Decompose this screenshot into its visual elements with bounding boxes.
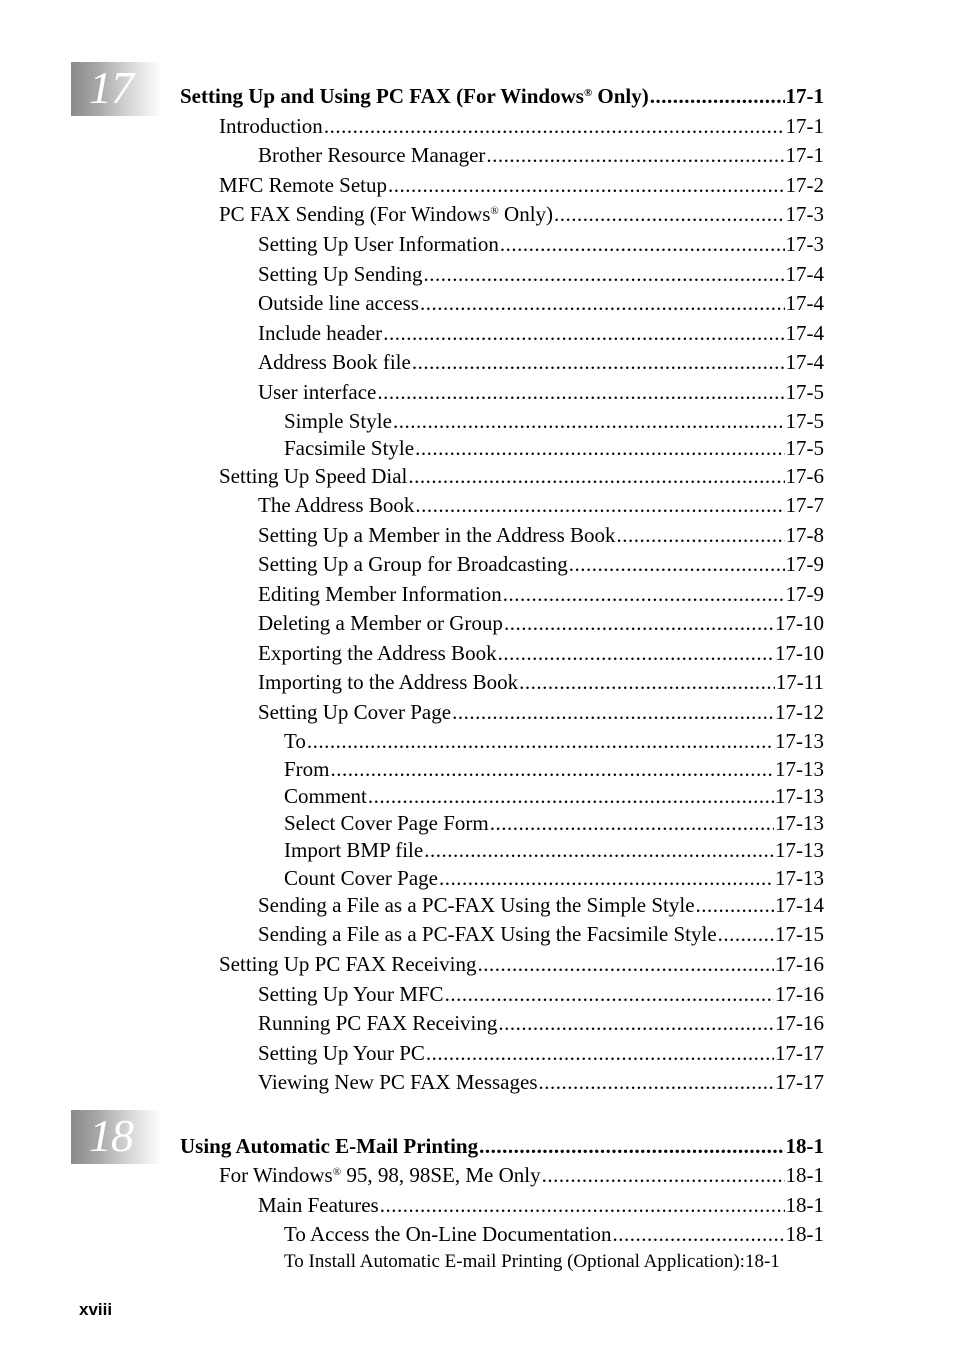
- toc-entry-title: Sending a File as a PC-FAX Using the Simple Style: [258, 893, 695, 917]
- dot-leader: [696, 893, 774, 917]
- toc-page-number: 17-12: [775, 700, 824, 724]
- toc-page-number: 17-5: [785, 380, 824, 404]
- dot-leader: [307, 729, 774, 753]
- toc-page-number: 17-1: [785, 84, 824, 108]
- toc-entry-title: Sending a File as a PC-FAX Using the Facsimile Style: [258, 922, 717, 946]
- dot-leader: [439, 866, 774, 890]
- toc-entry-title: Main Features: [258, 1193, 379, 1217]
- toc-entry-title: Deleting a Member or Group: [258, 611, 503, 635]
- toc-entry[interactable]: [284, 866, 824, 890]
- toc-page-number: 17-13: [775, 866, 824, 890]
- toc-page-number: 17-5: [785, 409, 824, 433]
- toc-entry[interactable]: [258, 982, 824, 1006]
- toc-entry-title: Editing Member Information: [258, 582, 502, 606]
- dot-leader: [415, 493, 784, 517]
- toc-page-number: 17-17: [775, 1070, 824, 1094]
- toc-entry-title: Setting Up a Member in the Address Book: [258, 523, 616, 547]
- toc-page-number: 17-4: [785, 262, 824, 286]
- toc-entry[interactable]: [258, 582, 824, 606]
- toc-entry-title: Setting Up a Group for Broadcasting: [258, 552, 568, 576]
- dot-leader: [718, 922, 774, 946]
- toc-page-number: 17-6: [785, 464, 824, 488]
- toc-entry-title: PC FAX Sending (For Windows® Only): [219, 202, 554, 226]
- toc-entry-title: MFC Remote Setup: [219, 173, 388, 197]
- dot-leader: [383, 321, 784, 345]
- toc-page-number: 17-4: [785, 350, 824, 374]
- dot-leader: [424, 838, 774, 862]
- dot-leader: [324, 114, 785, 138]
- toc-entry[interactable]: [284, 409, 824, 433]
- toc-entry[interactable]: [284, 436, 824, 460]
- dot-leader: [617, 523, 785, 547]
- toc-entry-title: Facsimile Style: [284, 436, 415, 460]
- toc-entry-title: Using Automatic E-Mail Printing: [180, 1134, 479, 1158]
- toc-entry-title: Importing to the Address Book: [258, 670, 519, 694]
- toc-page-number: 18-1: [744, 1251, 780, 1272]
- toc-entry-title: To Install Automatic E-mail Printing (Optional Application):: [284, 1251, 745, 1272]
- toc-entry[interactable]: [258, 1193, 824, 1217]
- toc-page-number: 17-4: [785, 321, 824, 345]
- toc-entry[interactable]: [284, 729, 824, 753]
- toc-entry-title: Setting Up Your MFC: [258, 982, 444, 1006]
- toc-entry-title: Setting Up PC FAX Receiving: [219, 952, 477, 976]
- dot-leader: [426, 1041, 774, 1065]
- toc-page-number: 17-13: [775, 838, 824, 862]
- toc-entry[interactable]: [258, 893, 824, 917]
- toc-page-number: 17-1: [785, 114, 824, 138]
- toc-entry[interactable]: [284, 757, 824, 781]
- chapter-number: 18: [89, 1110, 133, 1161]
- toc-page-number: 17-3: [785, 232, 824, 256]
- dot-leader: [380, 1193, 785, 1217]
- toc-entry[interactable]: [284, 811, 824, 835]
- toc-entry[interactable]: [284, 784, 824, 808]
- toc-page-number: 17-9: [785, 582, 824, 606]
- dot-leader: [424, 262, 785, 286]
- toc-entry-title: Simple Style: [284, 409, 392, 433]
- chapter-18-tab: [71, 1110, 162, 1164]
- toc-entry-title: The Address Book: [258, 493, 415, 517]
- toc-page-number: 17-3: [785, 202, 824, 226]
- toc-entry[interactable]: [258, 922, 824, 946]
- toc-page-number: 17-10: [775, 611, 824, 635]
- dot-leader: [486, 143, 784, 167]
- toc-page-number: 17-11: [775, 670, 824, 694]
- toc-entry[interactable]: [258, 523, 824, 547]
- toc-entry[interactable]: [258, 700, 824, 724]
- toc-entry-title: Import BMP file: [284, 838, 424, 862]
- dot-leader: [420, 291, 785, 315]
- toc-entry-title: Running PC FAX Receiving: [258, 1011, 498, 1035]
- dot-leader: [415, 436, 784, 460]
- toc-entry-title: Introduction: [219, 114, 323, 138]
- toc-entry[interactable]: [258, 291, 824, 315]
- toc-page-number: 17-16: [775, 982, 824, 1006]
- dot-leader: [503, 582, 785, 606]
- toc-page-number: 17-16: [775, 952, 824, 976]
- toc-entry-title: User interface: [258, 380, 377, 404]
- dot-leader: [612, 1222, 784, 1246]
- dot-leader: [452, 700, 774, 724]
- toc-page-number: 17-1: [785, 143, 824, 167]
- toc-entry-title: Setting Up User Information: [258, 232, 499, 256]
- toc-page-number: 17-8: [785, 523, 824, 547]
- toc-entry-title: Address Book file: [258, 350, 411, 374]
- toc-entry[interactable]: [219, 1163, 824, 1187]
- toc-entry[interactable]: [258, 1011, 824, 1035]
- toc-entry[interactable]: [258, 380, 824, 404]
- toc-entry[interactable]: [258, 1070, 824, 1094]
- toc-entry-title: Comment: [284, 784, 367, 808]
- toc-entry[interactable]: [258, 552, 824, 576]
- page-number-footer: xviii: [79, 1300, 113, 1319]
- dot-leader: [519, 670, 775, 694]
- toc-entry-title: Setting Up Cover Page: [258, 700, 452, 724]
- dot-leader: [377, 380, 784, 404]
- toc-entry[interactable]: [219, 173, 824, 197]
- dot-leader: [388, 173, 784, 197]
- toc-entry[interactable]: [284, 1222, 824, 1246]
- toc-entry-title: Brother Resource Manager: [258, 143, 486, 167]
- toc-page-number: 17-15: [775, 922, 824, 946]
- toc-page-number: 17-10: [775, 641, 824, 665]
- toc-entry[interactable]: [219, 952, 824, 976]
- dot-leader: [445, 982, 774, 1006]
- toc-entry-title: To: [284, 729, 306, 753]
- toc-entry-title: To Access the On-Line Documentation: [284, 1222, 612, 1246]
- toc-entry-title: Exporting the Address Book: [258, 641, 497, 665]
- toc-entry-title: Include header: [258, 321, 383, 345]
- toc-entry-title: From: [284, 757, 330, 781]
- toc-entry[interactable]: [219, 464, 824, 488]
- toc-page-number: 17-13: [775, 729, 824, 753]
- toc-page-number: 17-14: [775, 893, 824, 917]
- toc-entry[interactable]: [258, 321, 824, 345]
- toc-entry[interactable]: [258, 262, 824, 286]
- toc-entry[interactable]: [258, 493, 824, 517]
- dot-leader: [498, 1011, 774, 1035]
- toc-page-number: 17-13: [775, 757, 824, 781]
- dot-leader: [554, 202, 784, 226]
- dot-leader: [479, 1134, 784, 1158]
- dot-leader: [542, 1163, 785, 1187]
- dot-leader: [490, 811, 774, 835]
- toc-entry-title: Count Cover Page: [284, 866, 438, 890]
- chapter-number: 17: [89, 62, 133, 113]
- dot-leader: [539, 1070, 774, 1094]
- toc-entry[interactable]: [258, 232, 824, 256]
- toc-page-number: 18-1: [785, 1193, 824, 1217]
- toc-page-number: 17-9: [785, 552, 824, 576]
- dot-leader: [368, 784, 774, 808]
- dot-leader: [500, 232, 785, 256]
- dot-leader: [498, 641, 774, 665]
- toc-entry[interactable]: [219, 202, 824, 226]
- toc-page-number: 17-13: [775, 811, 824, 835]
- toc-entry-title: Setting Up and Using PC FAX (For Windows® Only): [180, 84, 649, 108]
- dot-leader: [331, 757, 774, 781]
- toc-entry-title: Setting Up Your PC: [258, 1041, 425, 1065]
- toc-page-number: 17-16: [775, 1011, 824, 1035]
- toc-chapter-heading[interactable]: [180, 1134, 824, 1158]
- toc-page-number: 18-1: [785, 1163, 824, 1187]
- toc-entry-title: For Windows® 95, 98, 98SE, Me Only: [219, 1163, 541, 1187]
- toc-entry-title: Setting Up Speed Dial: [219, 464, 408, 488]
- toc-entry[interactable]: [284, 838, 824, 862]
- toc-page-number: 17-5: [785, 436, 824, 460]
- dot-leader: [569, 552, 785, 576]
- toc-entry[interactable]: [219, 114, 824, 138]
- toc-page-number: 18-1: [785, 1134, 824, 1158]
- dot-leader: [408, 464, 784, 488]
- toc-page-number: 17-7: [785, 493, 824, 517]
- toc-entry-title: Viewing New PC FAX Messages: [258, 1070, 538, 1094]
- toc-chapter-heading[interactable]: [180, 84, 824, 108]
- toc-entry[interactable]: [258, 641, 824, 665]
- dot-leader: [412, 350, 785, 374]
- toc-entry[interactable]: [258, 611, 824, 635]
- toc-page-number: 17-17: [775, 1041, 824, 1065]
- toc-entry-title: Select Cover Page Form: [284, 811, 489, 835]
- toc-entry[interactable]: [258, 670, 824, 694]
- toc-page-number: 18-1: [785, 1222, 824, 1246]
- toc-entry-title: Setting Up Sending: [258, 262, 423, 286]
- dot-leader: [393, 409, 785, 433]
- dot-leader: [504, 611, 774, 635]
- dot-leader: [477, 952, 774, 976]
- toc-entry-title: Outside line access: [258, 291, 419, 315]
- toc-page-number: 17-4: [785, 291, 824, 315]
- toc-entry[interactable]: [258, 143, 824, 167]
- toc-entry[interactable]: [258, 1041, 824, 1065]
- dot-leader: [650, 84, 785, 108]
- chapter-17-tab: [71, 62, 162, 116]
- toc-page-number: 17-13: [775, 784, 824, 808]
- toc-entry[interactable]: [258, 350, 824, 374]
- toc-entry[interactable]: [284, 1250, 824, 1274]
- toc-page-number: 17-2: [785, 173, 824, 197]
